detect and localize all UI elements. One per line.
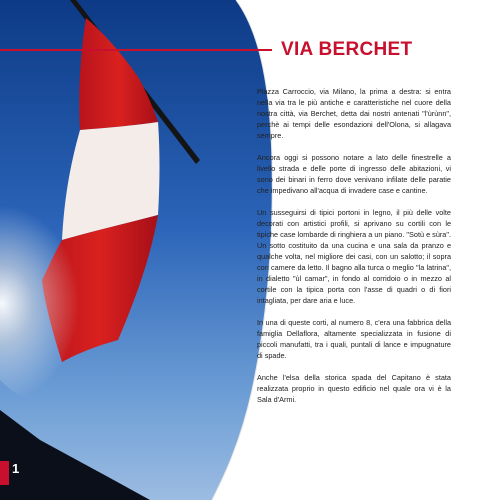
paragraph-3: Un susseguirsi di tipici portoni in legno, il più delle volte decorati con artistici profili, si aprivano su cortili con le tipiche case lombarde di ringhiera a un piano. "Sotù e sùra". Un sotto costituito da una cucina e una sala da pranzo e qualche volta, nel migliore dei casi, con un salotto; il sopra con camere da letto. Il bagno alla turca o meglio "la latrina", in dialetto "ùl camar", in fondo al corridoio o in mezzo al cortile con la tipica porta con l'asse di quadri o di fiori intagliata, per dare aria e luce. <box>257 208 451 305</box>
article-body <box>257 86 451 416</box>
page-number-marker <box>0 461 9 485</box>
paragraph-5: Anche l'elsa della storica spada del Capitano è stata realizzata proprio in questo edificio nel quale ora vi è la Sala d'Armi. <box>257 373 451 404</box>
page-number: 1 <box>12 461 20 476</box>
paragraph-1: Piazza Carroccio, via Milano, la prima a destra: si entra nella via tra le più antiche e caratteristiche nel cuore della nostra città, via Berchet, detta dai nostri antenati "l'ùrùnn", perchè ai tempi delle esondazioni dell'Olona, si allagava sempre. <box>257 87 451 140</box>
paragraph-2: Ancora oggi si possono notare a lato delle finestrelle a livello strada e delle porte di ingresso delle abitazioni, vi sono dei binari in ferro dove venivano infilate delle paratie che impedivano all'acqua di invadere case e cantine. <box>257 153 451 195</box>
title-rule <box>0 49 272 51</box>
page-title: VIA BERCHET <box>281 39 413 60</box>
paragraph-4: In una di queste corti, al numero 8, c'era una fabbrica della famiglia Dellaflora, altamente specializzata in fusione di piccoli manufatti, tra i quali, puntali di lance e impugnature di spade. <box>257 318 451 360</box>
